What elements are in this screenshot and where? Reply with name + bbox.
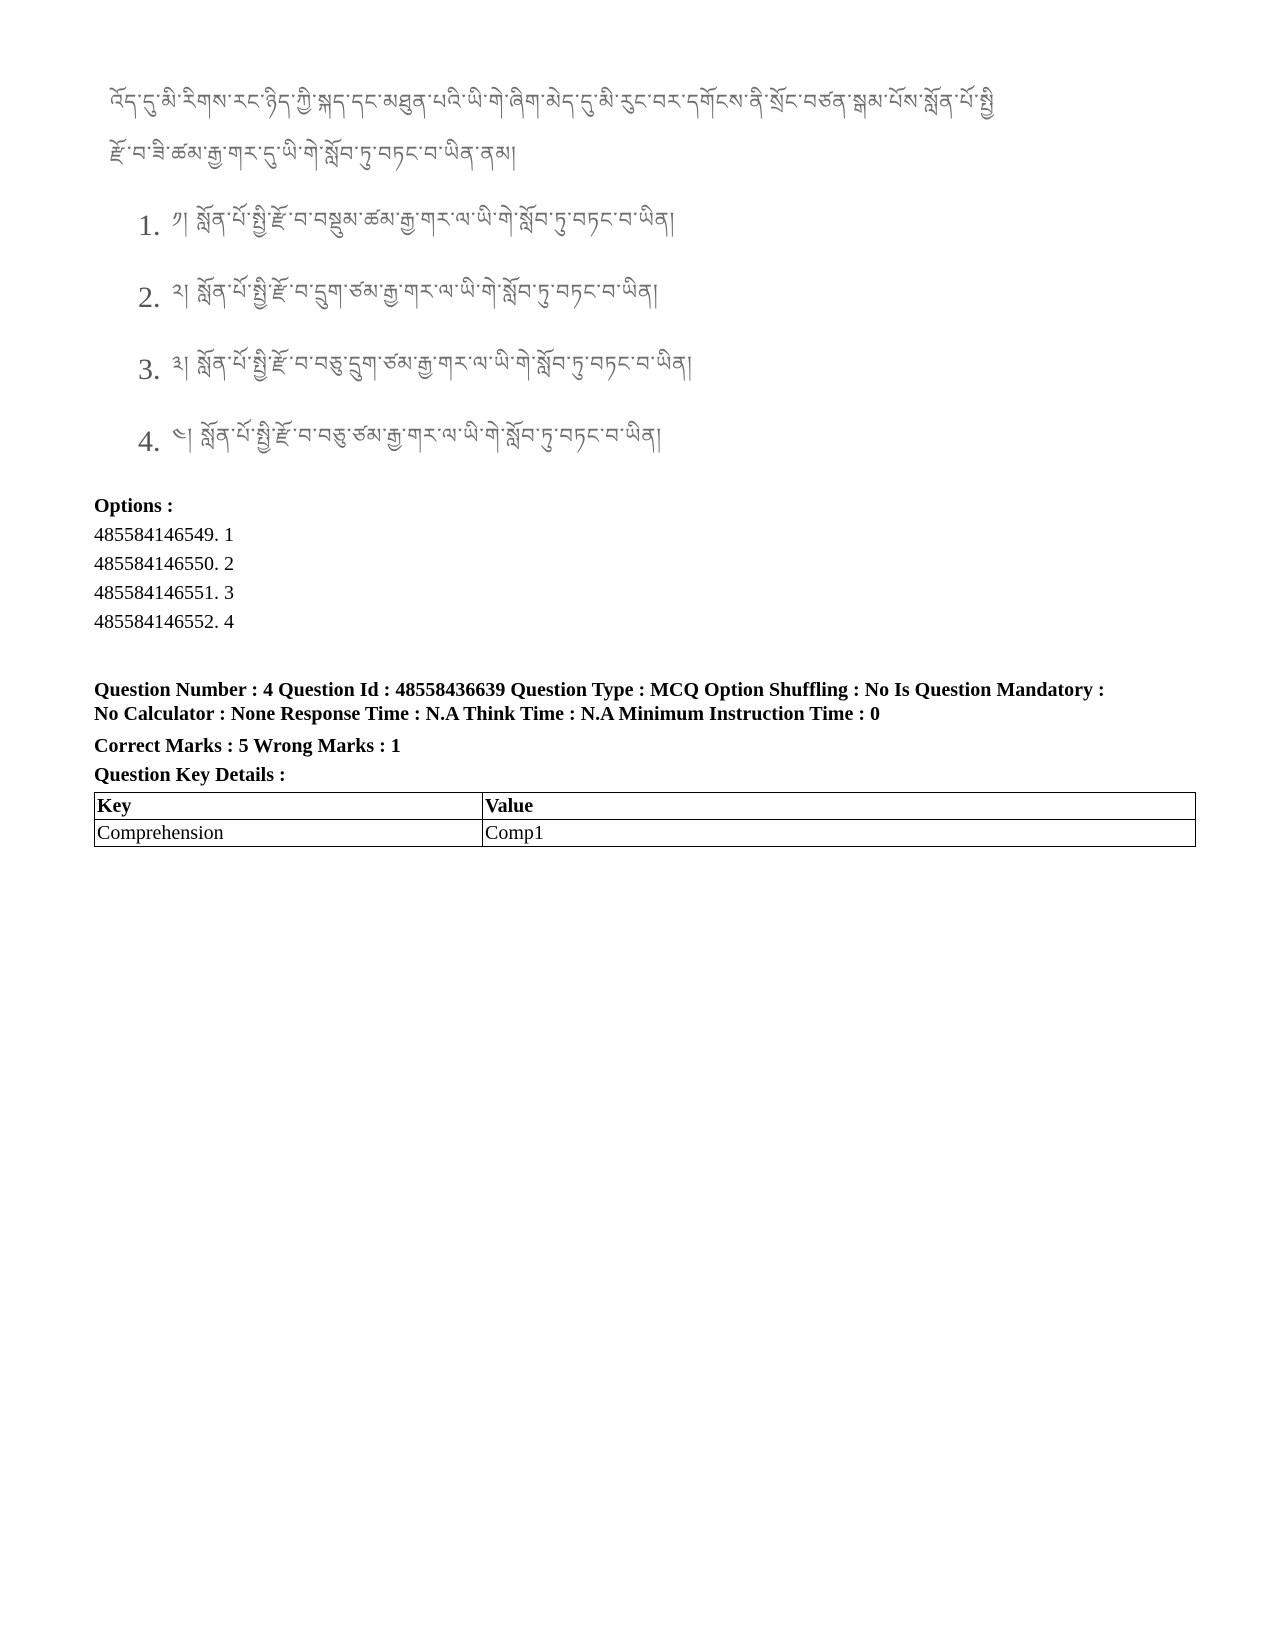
question-meta-line-2: No Calculator : None Response Time : N.A Think Time : N.A Minimum Instruction Time : 0 <box>94 703 880 725</box>
question-image <box>110 72 1030 472</box>
option-item: 485584146550. 2 <box>94 553 234 575</box>
options-heading: Options : <box>94 495 174 517</box>
key-details-heading: Question Key Details : <box>94 764 286 786</box>
question-choice <box>138 334 1030 406</box>
question-meta-line-1: Question Number : 4 Question Id : 48558436639 Question Type : MCQ Option Shuffling : No Is Question Mandatory : <box>94 679 1105 701</box>
choice-text: ༣། སློན་པོ་སྤྱི་རྫོ་བ་བཅུ་དྲུག་ཙམ་རྒྱ་གར་ལ་ཡི་གེ་སློབ་ཏུ་བཏང་བ་ཡིན། <box>172 351 693 376</box>
question-choice-list <box>110 190 1030 478</box>
choice-number: 1. <box>138 209 161 242</box>
table-cell-key: Comprehension <box>95 820 483 847</box>
option-item: 485584146551. 3 <box>94 582 234 604</box>
choice-number: 3. <box>138 353 161 386</box>
question-choice <box>138 406 1030 478</box>
choice-number: 4. <box>138 425 161 458</box>
option-item: 485584146552. 4 <box>94 611 234 633</box>
choice-text: ༢། སློན་པོ་སྤྱི་རྫོ་བ་དྲུག་ཙམ་རྒྱ་གར་ལ་ཡི་གེ་སློབ་ཏུ་བཏང་བ་ཡིན། <box>172 279 659 304</box>
question-choice <box>138 262 1030 334</box>
table-cell-value: Comp1 <box>483 820 1196 847</box>
option-item: 485584146549. 1 <box>94 524 234 546</box>
table-header-key: Key <box>95 793 483 820</box>
question-meta <box>94 678 1194 790</box>
question-intro-line-2: རྫོ་བ་ཟི་ཚམ་རྒྱ་གར་དུ་ཡི་གེ་སློབ་ཏུ་བཏང་བ་ཡིན་ནམ། <box>110 142 517 166</box>
choice-text: ༤། སློན་པོ་སྤྱི་རྫོ་བ་བཅུ་ཙམ་རྒྱ་གར་ལ་ཡི་གེ་སློབ་ཏུ་བཏང་བ་ཡིན། <box>172 423 663 448</box>
question-choice <box>138 190 1030 262</box>
table-row <box>95 820 1196 847</box>
choice-text: ༡། སློན་པོ་སྤྱི་རྫོ་བ་བསྡུམ་ཚམ་རྒྱ་གར་ལ་ཡི་གེ་སློབ་ཏུ་བཏང་བ་ཡིན། <box>172 207 676 232</box>
marks-line: Correct Marks : 5 Wrong Marks : 1 <box>94 735 401 757</box>
options-section <box>94 492 234 637</box>
table-header-value: Value <box>483 793 1196 820</box>
question-intro-line-1: འོད་དུ་མི་རིགས་རང་ཉིད་ཀྱི་སྐད་དང་མཐུན་པའི་ཡི་གེ་ཞིག་མེད་དུ་མི་རུང་བར་དགོངས་ནི་སྲོང་བཙན་སྒམ་པོས་སློན་པོ་སྤྱི <box>110 90 995 114</box>
choice-number: 2. <box>138 281 161 314</box>
key-details-table <box>94 792 1196 847</box>
table-header-row <box>95 793 1196 820</box>
